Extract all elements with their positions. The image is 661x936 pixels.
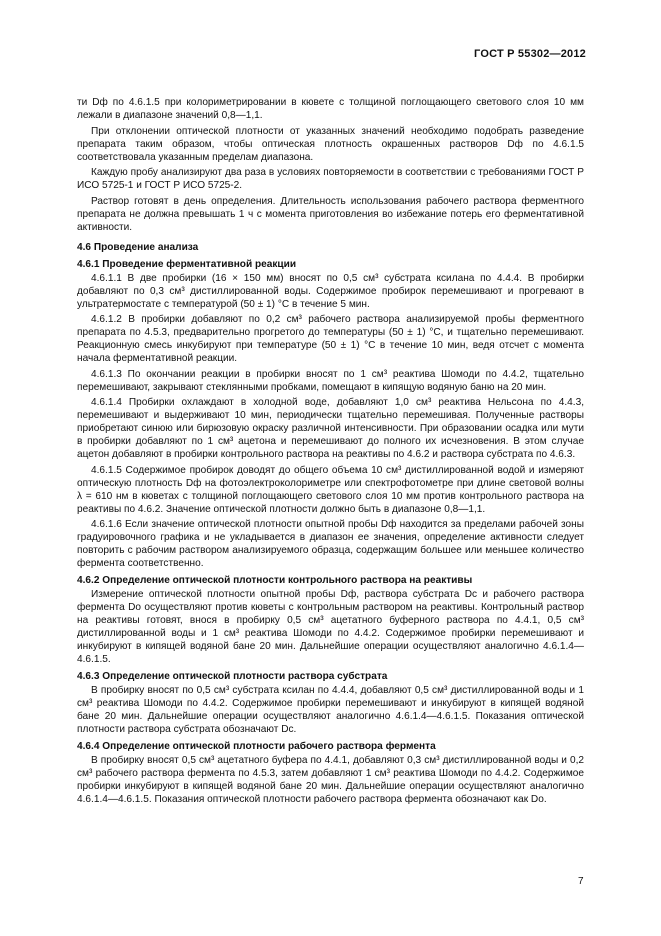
section-4-6-2-title: 4.6.2 Определение оптической плотности контрольного раствора на реактивы — [77, 575, 473, 586]
paragraph-continuation: ти Dф по 4.6.1.5 при колориметрировании в кювете с толщиной поглощающего светового слоя 10 мм лежали в диапазоне значений 0,8—1,1. — [77, 97, 584, 121]
paragraph-4-6-1-1: 4.6.1.1 В две пробирки (16 × 150 мм) вносят по 0,5 см³ субстрата ксилана по 4.4.4. В пробирки добавляют по 0,3 см³ дистиллированной воды. Содержимое пробирок перемешивают и прогревают в ультратермостате с температурой (50 ± 1) °С в течение 5 мин. — [77, 272, 584, 310]
paragraph-4-6-1-6: 4.6.1.6 Если значение оптической плотности опытной пробы Dф находится за пределами рабочей зоны градуировочного графика и не укладывается в диапазон ее значения, определение активности следует повторить с рабочим раствором анализируемого образца, содержащим большее или меньшее количество фермента соответственно. — [77, 519, 584, 569]
section-4-6-title: 4.6 Проведение анализа — [77, 241, 199, 253]
paragraph-4-6-2: Измерение оптической плотности опытной пробы Dф, раствора субстрата Dс и рабочего раствора фермента Dо осуществляют против кюветы с контрольным раствором на реактивы. Контрольный раствор на реактивы готовят, внося в пробирку 0,5 см³ ацетатного буферного раствора по 4.4.1, 0,5 см³ дистиллированной воды и 1 см³ реактива Шомоди по 4.4.2. Содержимое пробирки перемешивают и инкубируют в кипящей водяной бане 20 мин. Дальнейшие операции осуществляют аналогично 4.6.1.4—4.6.1.5. — [77, 589, 584, 665]
paragraph-4-6-1-4: 4.6.1.4 Пробирки охлаждают в холодной воде, добавляют 1,0 см³ реактива Нельсона по 4.4.3, перемешивают и выдерживают 10 мин, периодически тщательно перемешивая. Полученные растворы приобретают синюю или бирюзовую окраску различной интенсивности. При образовании осадка или мути в пробирки добавляют по 1 см³ ацетона и перемешивают до полного их исчезновения. В этом случае ацетон добавляют в пробирки контрольного раствора на реактивы по 4.6.2 и раствора субстрата по 4.6.3. — [77, 397, 584, 460]
paragraph-4-6-3: В пробирку вносят по 0,5 см³ субстрата ксилан по 4.4.4, добавляют 0,5 см³ дистиллированной воды и 1 см³ реактива Шомоди по 4.4.2. Содержимое пробирки перемешивают и инкубируют в кипящей водяной бане 20 мин. Дальнейшие операции осуществляют аналогично 4.6.1.4—4.6.1.5. Показания оптической плотности раствора субстрата обозначают Dс. — [77, 685, 584, 735]
paragraph-solution-prep: Раствор готовят в день определения. Длительность использования рабочего раствора ферментного препарата не должна превышать 1 ч с момента приготовления во избежание потерь его ферментативной активности. — [77, 195, 584, 233]
section-4-6-1-title: 4.6.1 Проведение ферментативной реакции — [77, 258, 297, 270]
document-header-id: ГОСТ Р 55302—2012 — [474, 48, 586, 60]
page-body — [77, 96, 584, 809]
paragraph-4-6-1-3: 4.6.1.3 По окончании реакции в пробирки вносят по 1 см³ реактива Шомоди по 4.4.2, тщательно перемешивают, закрывают стеклянными пробками, помещают в кипящую водяную баню на 20 мин. — [77, 368, 584, 393]
page-number: 7 — [578, 876, 584, 887]
paragraph-4-6-4: В пробирку вносят 0,5 см³ ацетатного буфера по 4.4.1, добавляют 0,3 см³ дистиллированной воды и 0,2 см³ рабочего раствора фермента по 4.5.3, затем добавляют 1 см³ реактива Шомоди по 4.4.2. Содержимое пробирки инкубируют в кипящей водяной бане 20 мин. Дальнейшие операции осуществляют аналогично 4.6.1.4—4.6.1.5. Показания оптической плотности рабочего раствора фермента обозначают как Dо. — [77, 755, 584, 805]
paragraph-4-6-1-2: 4.6.1.2 В пробирки добавляют по 0,2 см³ рабочего раствора анализируемой пробы ферментного препарата по 4.5.3, предварительно прогретого до температуры (50 ± 1) °С, и тщательно перемешивают. Реакционную смесь инкубируют при температуре (50 ± 1) °С в течение 10 мин, ведя отсчет с момента начала ферментативной реакции. — [77, 314, 584, 364]
paragraph-4-6-1-5: 4.6.1.5 Содержимое пробирок доводят до общего объема 10 см³ дистиллированной водой и измеряют оптическую плотность Dф на фотоэлектроколориметре или спектрофотометре при длине световой волны λ = 610 нм в кюветах с толщиной поглощающего светового слоя 10 мм против контрольного раствора на реактивы по 4.6.2. Значение оптической плотности должно быть в диапазоне 0,8—1,1. — [77, 464, 584, 515]
section-4-6-4-title: 4.6.4 Определение оптической плотности рабочего раствора фермента — [77, 741, 436, 752]
paragraph-deviation: При отклонении оптической плотности от указанных значений необходимо подобрать разведение препарата таким образом, чтобы оптическая плотность окрашенных растворов Dф по 4.6.1.5 соответствовала указанным пределам диапазона. — [77, 125, 584, 163]
section-4-6-3-title: 4.6.3 Определение оптической плотности раствора субстрата — [77, 671, 388, 682]
paragraph-repeatability: Каждую пробу анализируют два раза в условиях повторяемости в соответствии с требованиями ГОСТ Р ИСО 5725-1 и ГОСТ Р ИСО 5725-2. — [77, 167, 584, 191]
